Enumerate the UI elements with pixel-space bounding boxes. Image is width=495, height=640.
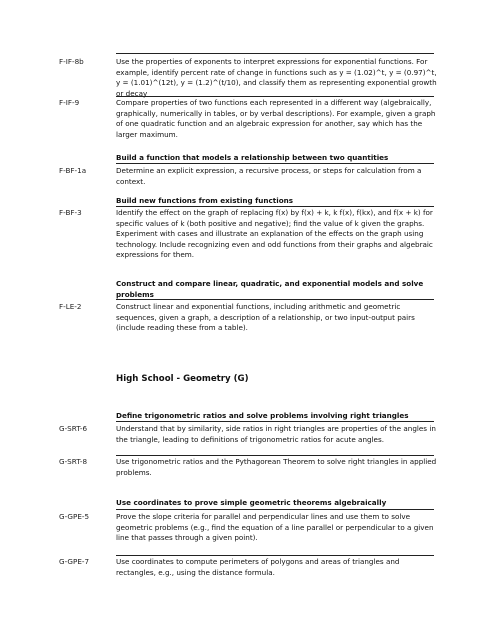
standard-code: F-BF-3 — [59, 208, 82, 217]
row-divider — [116, 206, 434, 207]
standard-code: G-GPE-5 — [59, 512, 90, 521]
standard-description: Use trigonometric ratios and the Pythagorean Theorem to solve right triangles in applied problems. — [116, 457, 437, 477]
row-divider — [116, 53, 434, 54]
row-divider — [116, 555, 434, 556]
standard-code: F-IF-9 — [59, 98, 80, 107]
row-divider — [116, 163, 434, 164]
standard-description: Compare properties of two functions each represented in a different way (algebraically, graphically, numerically in tables, or by verbal descriptions). For example, given a graph of one quadratic function and an algebraic expression for another, say which has the larger maximum. — [116, 98, 436, 139]
standard-code: F-BF-1a — [59, 166, 87, 175]
standard-description: Use the properties of exponents to interpret expressions for exponential functions. For example, identify percent rate of change in functions such as y = (1.02)^t, y = (0.97)^t, y = (1.01)^(12t), y = (1.2)^(t/10), and classify them as representing exponential growth or decay — [116, 57, 437, 98]
cluster-heading: Use coordinates to prove simple geometric theorems algebraically — [116, 498, 387, 507]
cluster-heading: Build new functions from existing functions — [116, 196, 294, 205]
cluster-heading: Construct and compare linear, quadratic, and exponential models and solve problems — [116, 279, 424, 299]
standard-code: G-SRT-6 — [59, 424, 88, 433]
cluster-heading: Build a function that models a relationship between two quantities — [116, 153, 389, 162]
standard-code: F-IF-8b — [59, 57, 84, 66]
standard-code: F-LE-2 — [59, 302, 82, 311]
section-title: High School - Geometry (G) — [116, 374, 249, 384]
standard-description: Understand that by similarity, side ratios in right triangles are properties of the angles in the triangle, leading to definitions of trigonometric ratios for acute angles. — [116, 424, 436, 444]
row-divider — [116, 455, 434, 456]
standard-code: G-SRT-8 — [59, 457, 88, 466]
row-divider — [116, 96, 434, 97]
standard-description: Determine an explicit expression, a recursive process, or steps for calculation from a context. — [116, 166, 422, 186]
standard-code: G-GPE-7 — [59, 557, 90, 566]
row-divider — [116, 421, 434, 422]
standard-description: Use coordinates to compute perimeters of polygons and areas of triangles and rectangles, e.g., using the distance formula. — [116, 557, 400, 577]
row-divider — [116, 299, 434, 300]
standard-description: Identify the effect on the graph of replacing f(x) by f(x) + k, k f(x), f(kx), and f(x + k) for specific values of k (both positive and negative); find the value of k given the graphs. Experiment with cases and illustrate an explanation of the effects on the graph using technology. Include recognizing even and odd functions from their graphs and algebraic expressions for them. — [116, 208, 433, 259]
standard-description: Construct linear and exponential functions, including arithmetic and geometric sequences, given a graph, a description of a relationship, or two input-output pairs (include reading these from a table). — [116, 302, 415, 332]
standard-description: Prove the slope criteria for parallel and perpendicular lines and use them to solve geometric problems (e.g., find the equation of a line parallel or perpendicular to a given line that passes through a given point). — [116, 512, 434, 542]
cluster-heading: Define trigonometric ratios and solve problems involving right triangles — [116, 411, 409, 420]
row-divider — [116, 509, 434, 510]
